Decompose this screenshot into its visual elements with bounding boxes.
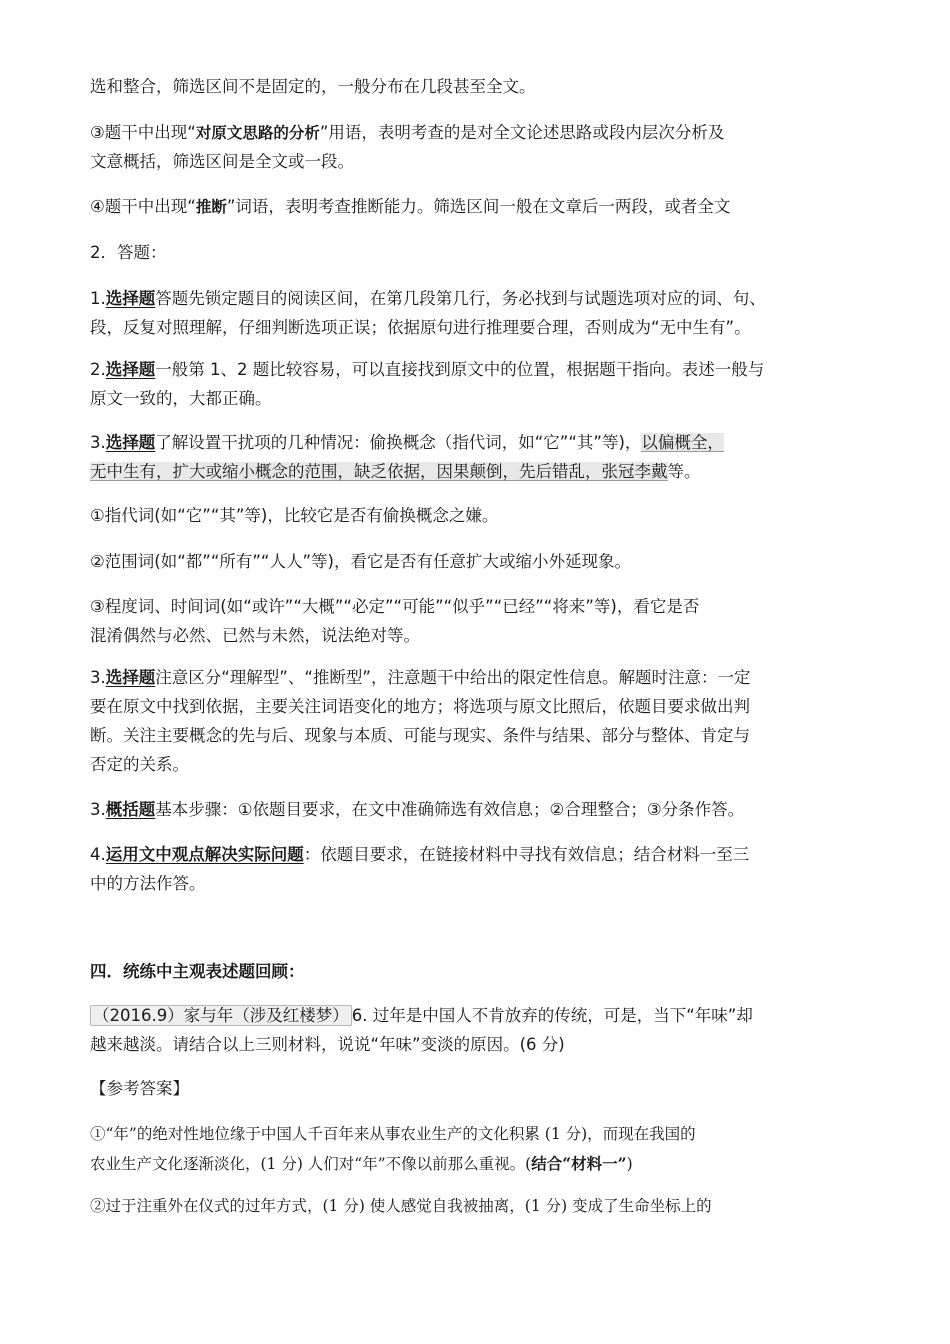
- section-heading: [90, 957, 862, 986]
- paragraph-pronoun: [90, 501, 862, 530]
- text-line: [90, 457, 862, 486]
- text-line: ①“年”的绝对性地位缘于中国人千百年来从事农业生产的文化积累 (1 分)，而现在我国的: [90, 1125, 696, 1143]
- paragraph-scope: [90, 547, 862, 576]
- item-number: 4.: [90, 845, 106, 864]
- item-number: 3.: [90, 433, 106, 452]
- text: ③题干中出现“: [90, 123, 196, 142]
- text-line: 混淆偶然与必然、已然与未然，说法绝对等。: [90, 626, 420, 645]
- paragraph-degree-time: [90, 592, 862, 650]
- text: 注意区分“理解型”、“推断型”，注意题干中给出的限定性信息。解题时注意：一定: [155, 668, 751, 687]
- paragraph-choice-3: [90, 428, 862, 486]
- text-line: 四．统练中主观表述题回顾：: [90, 962, 305, 981]
- emphasis-term: 对原文思路的分析: [195, 123, 320, 142]
- text-line: 选和整合，筛选区间不是固定的，一般分布在几段甚至全文。: [90, 77, 536, 96]
- answer-point-2: [90, 1192, 862, 1221]
- text: 一般第 1、2 题比较容易，可以直接找到原文中的位置，根据题干指向。表述一般与: [155, 360, 765, 379]
- text: ”用语，表明考查的是对全文论述思路或段内层次分析及: [319, 123, 725, 142]
- text-line: 2．答题：: [90, 243, 167, 262]
- text-line: 否定的关系。: [90, 755, 189, 774]
- emphasis-term: 结合“材料一”: [531, 1154, 627, 1173]
- text-line: 原文一致的，大都正确。: [90, 389, 272, 408]
- highlighted-text: 无中生有，扩大或缩小概念的范围，缺乏依据，因果颠倒，先后错乱，张冠李戴: [90, 462, 668, 481]
- paragraph-apply-views: [90, 840, 862, 898]
- text-line: 断。关注主要概念的先与后、现象与本质、可能与现实、条件与结果、部分与整体、肯定与: [90, 726, 750, 745]
- text: 等。: [667, 462, 701, 481]
- text-line: 要在原文中找到依据，主要关注词语变化的地方；将选项与原文比照后，依题目要求做出判: [90, 697, 750, 716]
- keyword: 选择题: [105, 289, 156, 308]
- heading-answering: [90, 238, 862, 267]
- text: 6. 过年是中国人不肯放弃的传统，可是，当下“年味”却: [351, 1006, 753, 1025]
- text: ): [626, 1155, 633, 1173]
- emphasis-term: 推断: [195, 197, 227, 216]
- keyword: 选择题: [105, 433, 156, 452]
- item-number: 3.: [90, 668, 106, 687]
- text-line: [90, 663, 862, 692]
- paragraph-item-4: [90, 192, 862, 221]
- text-line: [90, 284, 862, 313]
- item-number: 1.: [90, 289, 106, 308]
- text-line: ①指代词(如“它”“其”等)，比较它是否有偷换概念之嫌。: [90, 506, 499, 525]
- paragraph-question-6: [90, 1001, 862, 1059]
- text-line: [90, 795, 862, 824]
- text-line: ②过于注重外在仪式的过年方式，(1 分) 使人感觉自我被抽离，(1 分) 变成了生命坐标上的: [90, 1197, 712, 1215]
- text-line: 中的方法作答。: [90, 874, 206, 893]
- text: ④题干中出现“: [90, 197, 196, 216]
- text: ：依题目要求，在链接材料中寻找有效信息；结合材料一至三: [303, 845, 750, 864]
- text-line: 文意概括，筛选区间是全文或一段。: [90, 152, 354, 171]
- text-line: 【参考答案】: [90, 1079, 189, 1098]
- text: 农业生产文化逐渐淡化，(1 分) 人们对“年”不像以前那么重视。(: [90, 1155, 532, 1173]
- text: 答题先锁定题目的阅读区间，在第几段第几行，务必找到与试题选项对应的词、句、: [155, 289, 766, 308]
- paragraph-filter-range-end: [90, 72, 862, 101]
- text: 了解设置干扰项的几种情况：偷换概念（指代词，如“它”“其”等)，: [155, 433, 642, 452]
- item-number: 2.: [90, 360, 106, 379]
- text-line: 越来越淡。请结合以上三则材料，说说“年味”变淡的原因。(6 分): [90, 1035, 565, 1054]
- keyword: 选择题: [105, 360, 156, 379]
- keyword: 概括题: [105, 800, 156, 819]
- text-line: [90, 1149, 862, 1178]
- keyword: 运用文中观点解决实际问题: [105, 845, 304, 864]
- text-line: [90, 428, 862, 457]
- item-number: 3.: [90, 800, 106, 819]
- text-line: ②范围词(如“都”“所有”“人人”等)，看它是否有任意扩大或缩小外延现象。: [90, 552, 631, 571]
- text-line: 段，反复对照理解，仔细判断选项正误；依据原句进行推理要合理，否则成为“无中生有”。: [90, 318, 751, 337]
- paragraph-choice-3b: [90, 663, 862, 779]
- paragraph-summary: [90, 795, 862, 824]
- text-line: [90, 118, 862, 147]
- paragraph-item-3: [90, 118, 862, 176]
- answer-point-1: [90, 1120, 862, 1178]
- text: ”词语，表明考查推断能力。筛选区间一般在文章后一两段，或者全文: [226, 197, 731, 216]
- text-line: [90, 192, 862, 221]
- source-tag: （2016.9）家与年（涉及红楼梦）: [90, 1005, 352, 1026]
- paragraph-choice-1: [90, 284, 862, 342]
- text: 基本步骤：①依题目要求，在文中准确筛选有效信息；②合理整合；③分条作答。: [155, 800, 745, 819]
- highlighted-text: 以偏概全，: [641, 433, 724, 452]
- text-line: [90, 1001, 862, 1030]
- paragraph-choice-2: [90, 355, 862, 413]
- keyword: 选择题: [105, 668, 156, 687]
- text-line: [90, 840, 862, 869]
- text-line: [90, 355, 862, 384]
- reference-answer-heading: [90, 1074, 862, 1103]
- text-line: ③程度词、时间词(如“或许”“大概”“必定”“可能”“似乎”“已经”“将来”等)，看它是否: [90, 597, 700, 616]
